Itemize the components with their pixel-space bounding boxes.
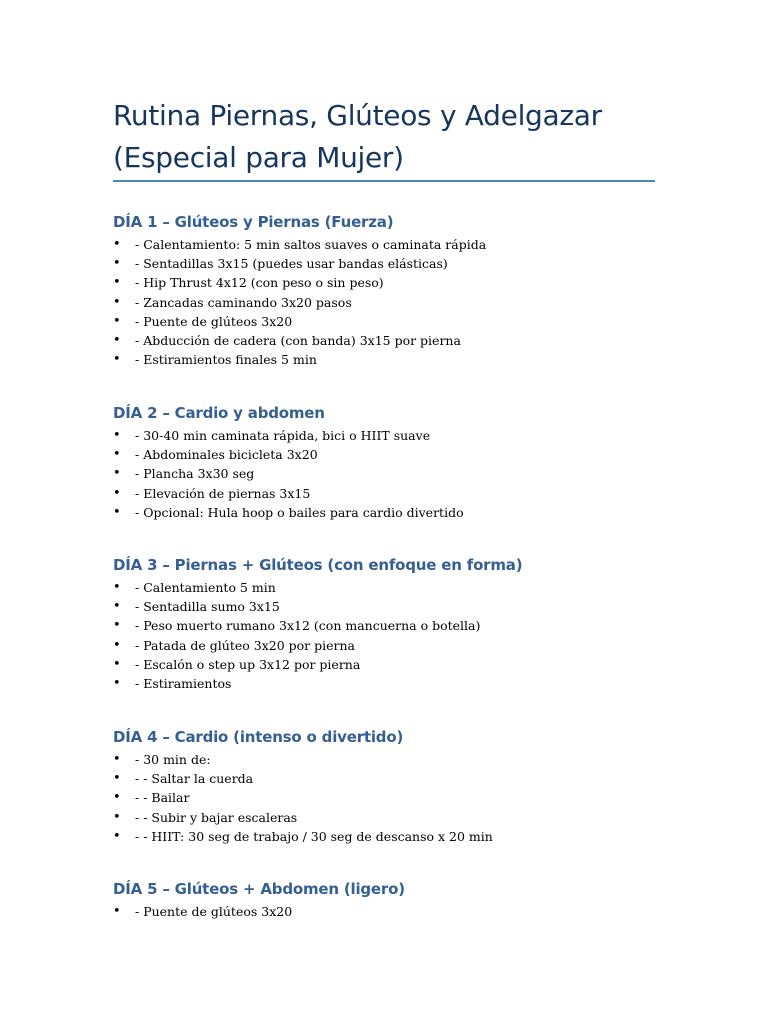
list-item-text: - Plancha 3x30 seg	[135, 466, 255, 482]
bullet-icon: •	[113, 828, 121, 844]
list-item-text: - 30-40 min caminata rápida, bici o HIIT suave	[135, 428, 431, 443]
section-dia-1	[113, 211, 673, 369]
bullet-icon: •	[113, 618, 121, 634]
bullet-icon: •	[113, 504, 121, 520]
list-item-text: - Sentadilla sumo 3x15	[135, 599, 280, 615]
exercise-list	[113, 235, 673, 369]
exercise-list	[113, 902, 673, 921]
bullet-icon: •	[113, 275, 121, 291]
list-item	[113, 769, 673, 788]
list-item	[113, 503, 673, 522]
bullet-icon: •	[113, 771, 121, 787]
bullet-icon: •	[113, 485, 121, 501]
list-item-text: - Patada de glúteo 3x20 por pierna	[135, 637, 355, 653]
bullet-icon: •	[113, 428, 121, 443]
list-item	[113, 445, 673, 464]
bullet-icon: •	[113, 790, 121, 806]
section-heading: DÍA 5 – Glúteos + Abdomen (ligero)	[113, 880, 405, 898]
section-heading: DÍA 4 – Cardio (intenso o divertido)	[113, 728, 404, 746]
bullet-icon: •	[113, 599, 121, 615]
document-title: Rutina Piernas, Glúteos y Adelgazar (Especial para Mujer)	[113, 99, 602, 174]
list-item-text: - Calentamiento 5 min	[135, 580, 276, 595]
list-item	[113, 788, 673, 807]
list-item	[113, 655, 673, 674]
list-item-text: - Escalón o step up 3x12 por pierna	[135, 656, 361, 672]
section-dia-4	[113, 726, 673, 846]
list-item-text: - Hip Thrust 4x12 (con peso o sin peso)	[135, 275, 384, 291]
list-item	[113, 312, 673, 331]
bullet-icon: •	[113, 675, 121, 691]
bullet-icon: •	[113, 656, 121, 672]
list-item	[113, 331, 673, 350]
list-item-text: - 30 min de:	[135, 752, 211, 767]
bullet-icon: •	[113, 332, 121, 348]
bullet-icon: •	[113, 447, 121, 463]
bullet-icon: •	[113, 637, 121, 653]
list-item	[113, 235, 673, 254]
list-item	[113, 464, 673, 483]
list-item	[113, 750, 673, 769]
list-item	[113, 426, 673, 445]
list-item	[113, 636, 673, 655]
section-dia-2	[113, 402, 673, 522]
list-item	[113, 254, 673, 273]
bullet-icon: •	[113, 580, 121, 595]
section-dia-3	[113, 554, 673, 693]
list-item	[113, 484, 673, 503]
list-item	[113, 808, 673, 827]
list-item-text: - Abdominales bicicleta 3x20	[135, 447, 318, 463]
list-item-text: - Puente de glúteos 3x20	[135, 313, 293, 329]
list-item-text: - - Saltar la cuerda	[135, 771, 254, 787]
list-item-text: - Zancadas caminando 3x20 pasos	[135, 294, 352, 310]
exercise-list	[113, 426, 673, 522]
bullet-icon: •	[113, 294, 121, 310]
list-item	[113, 597, 673, 616]
list-item-text: - Puente de glúteos 3x20	[135, 904, 293, 919]
bullet-icon: •	[113, 313, 121, 329]
section-heading: DÍA 2 – Cardio y abdomen	[113, 404, 325, 422]
bullet-icon: •	[113, 237, 121, 252]
section-heading: DÍA 1 – Glúteos y Piernas (Fuerza)	[113, 213, 394, 231]
list-item	[113, 674, 673, 693]
list-item	[113, 350, 673, 369]
list-item	[113, 293, 673, 312]
title-underline	[113, 180, 655, 182]
list-item-text: - Calentamiento: 5 min saltos suaves o caminata rápida	[135, 237, 487, 252]
list-item-text: - Sentadillas 3x15 (puedes usar bandas elásticas)	[135, 256, 448, 272]
bullet-icon: •	[113, 809, 121, 825]
list-item-text: - Opcional: Hula hoop o bailes para cardio divertido	[135, 504, 464, 520]
section-dia-5	[113, 878, 673, 921]
list-item	[113, 827, 673, 846]
list-item-text: - - HIIT: 30 seg de trabajo / 30 seg de descanso x 20 min	[135, 828, 493, 844]
list-item-text: - Abducción de cadera (con banda) 3x15 por pierna	[135, 332, 461, 348]
bullet-icon: •	[113, 466, 121, 482]
exercise-list	[113, 578, 673, 693]
list-item-text: - Estiramientos finales 5 min	[135, 352, 317, 368]
list-item-text: - - Bailar	[135, 790, 190, 806]
list-item	[113, 273, 673, 292]
list-item-text: - Peso muerto rumano 3x12 (con mancuerna o botella)	[135, 618, 481, 634]
bullet-icon: •	[113, 752, 121, 767]
list-item-text: - Estiramientos	[135, 675, 232, 691]
list-item-text: - - Subir y bajar escaleras	[135, 809, 298, 825]
list-item-text: - Elevación de piernas 3x15	[135, 485, 311, 501]
bullet-icon: •	[113, 256, 121, 272]
section-heading: DÍA 3 – Piernas + Glúteos (con enfoque en forma)	[113, 556, 523, 574]
list-item	[113, 902, 673, 921]
exercise-list	[113, 750, 673, 846]
bullet-icon: •	[113, 352, 121, 368]
bullet-icon: •	[113, 904, 121, 919]
list-item	[113, 616, 673, 635]
list-item	[113, 578, 673, 597]
